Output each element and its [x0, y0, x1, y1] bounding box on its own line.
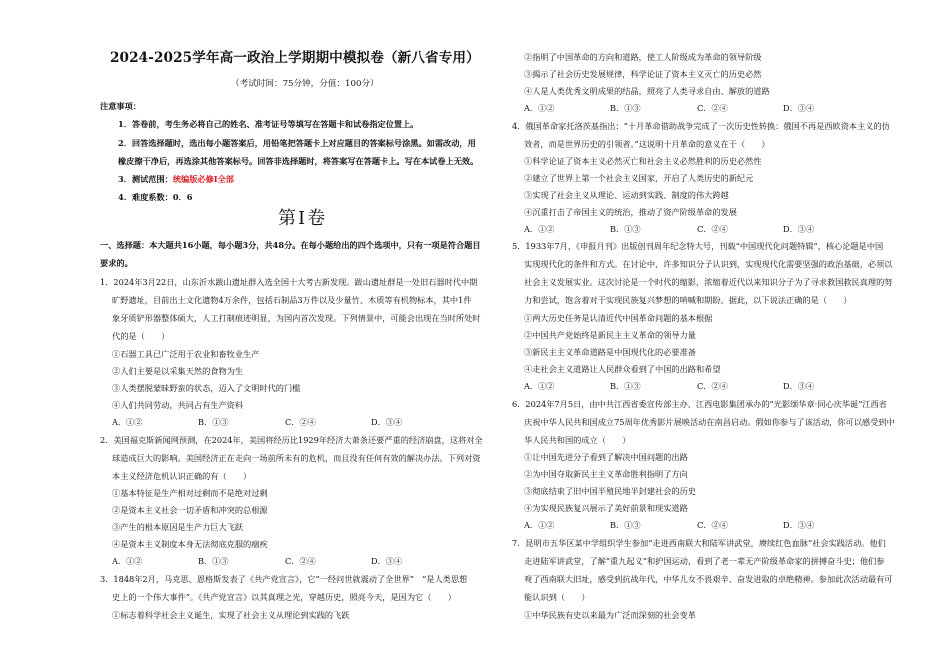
option-c[interactable]: C．②④ [285, 417, 316, 427]
exam-info: （考试时间：75分钟，分值：100分） [231, 79, 379, 89]
question-5-text: 实现现代化的条件和方式。在讨论中，许多知识分子认识到，实现现代化需要坚强的政治基础，必须以 [524, 259, 893, 269]
question-5-text: 力和尝试，饱含着对于实现民族复兴梦想的呐喊和期盼。据此，以下说法正确的是（ ） [524, 295, 852, 305]
option-b[interactable]: B．①③ [610, 224, 641, 234]
note-item-scope: 3．测试范围：统编版必修Ⅰ全部 [118, 174, 234, 184]
question-1-text: 象牙质铲形器整体硕大，人工打制痕迹明显，为国内首次发现。下列情景中，可能会出现在当时所处时 [112, 313, 481, 323]
question-7-statement: ①中华民族有史以来最为广泛而深刻的社会变革 [524, 610, 696, 620]
option-c[interactable]: C．②④ [697, 103, 728, 113]
note-item: 2．回答选择题时，选出每小题答案后，用铅笔把答题卡上对应题目的答案标号涂黑。如需改动，用 [118, 138, 476, 148]
option-c[interactable]: C．②④ [697, 520, 728, 530]
option-d[interactable]: D．③④ [783, 381, 815, 391]
question-3-statement: ③揭示了社会历史发展规律，科学论证了资本主义灭亡的历史必然 [524, 69, 762, 79]
question-6-statement: ④为实现民族复兴展示了美好前景和现实道路 [524, 503, 688, 513]
question-5-text: 5．1933年7月，《申报月刊》出版创刊周年纪念特大号，刊载“中国现代化问题特辑”，核心论题是中国 [512, 241, 884, 251]
question-2-text: 本主义经济危机认识正确的有（ ） [112, 471, 252, 481]
option-c[interactable]: C．②④ [697, 381, 728, 391]
question-2-statement: ①基本特征是生产相对过剩而不是绝对过剩 [112, 488, 268, 498]
question-1-statement: ②人们主要是以采集天然的食物为生 [112, 366, 244, 376]
question-5-statement: ①两大历史任务是认清近代中国革命问题的基本根据 [524, 313, 713, 323]
question-5-statement: ②中国共产党始终是新民主主义革命的领导力量 [524, 330, 696, 340]
question-3-statement: ④人是人类优秀文明成果的结晶，照亮了人类寻求自由、解放的道路 [524, 86, 770, 96]
question-1-text: 1．2024年3月22日，山东沂水跋山遗址群入选全国十大考古新发现。跋山遗址群是一处旧石器时代中期 [100, 277, 478, 287]
option-a[interactable]: A．①② [524, 224, 555, 234]
option-d[interactable]: D．③④ [783, 103, 815, 113]
question-3-statement: ②指明了中国革命的方向和道路，使工人阶级成为革命的领导阶级 [524, 52, 762, 62]
volume-title: 第Ⅰ卷 [278, 208, 328, 229]
option-d[interactable]: D．③④ [783, 520, 815, 530]
option-a[interactable]: A．①② [524, 381, 555, 391]
question-1-statement: ①石器工具已广泛用于农业和畜牧业生产 [112, 349, 260, 359]
question-1-statement: ④人们共同劳动，共同占有生产资料 [112, 400, 244, 410]
question-2-statement: ③产生的根本原因是生产力巨大飞跃 [112, 522, 244, 532]
question-7-text: 7．昆明市五华区某中学组织学生参加“走进西南联大和陆军讲武堂，赓续红色血脉”社会实践活动。他们 [512, 538, 886, 548]
option-c[interactable]: C．②④ [285, 556, 316, 566]
option-b[interactable]: B．①③ [198, 556, 229, 566]
question-6-text: 庆祝中华人民共和国成立75周年优秀影片展映活动在南昌启动。假如你参与了该活动，你可以感受到中 [524, 417, 895, 427]
question-6-text: 华人民共和国的成立（ ） [524, 435, 631, 445]
question-7-text: 能认识到（ ） [524, 592, 590, 602]
question-2-text: 球造成巨大的影响。美国经济正在走向一场前所未有的危机，而且没有任何有效的解决办法。下列对资 [112, 453, 481, 463]
question-6-statement: ①让中国先进分子看到了解决中国问题的出路 [524, 452, 688, 462]
section-instruction: 要求的。 [100, 258, 133, 268]
question-7-text: 走进陆军讲武堂，了解“重九起义”和护国运动，看到了老一辈无产阶级革命家的拼搏奋斗史；他们参 [524, 556, 885, 566]
question-1-text: 代的是（ ） [112, 331, 170, 341]
option-a[interactable]: A．①② [524, 103, 555, 113]
note-item: 1．答卷前，考生务必将自己的姓名、准考证号等填写在答题卡和试卷指定位置上。 [118, 119, 419, 129]
question-4-statement: ②建立了世界上第一个社会主义国家，开启了人类历史的新纪元 [524, 173, 754, 183]
question-2-statement: ②是资本主义社会一切矛盾和冲突的总根源 [112, 505, 268, 515]
section-instruction: 一、选择题：本大题共16小题，每小题3分，共48分。在每小题给出的四个选项中，只有一项是符合题目 [100, 240, 481, 250]
question-1-statement: ③人类摆脱蒙昧野蛮的状态，迈入了文明时代的门槛 [112, 383, 301, 393]
question-4-text: 效者，而是世界历史的引领者。”这说明十月革命的意义在于（ ） [524, 139, 770, 149]
question-5-statement: ③新民主主义革命道路是中国现代化的必要准备 [524, 347, 696, 357]
question-5-statement: ④走社会主义道路让人民群众看到了中国的出路和希望 [524, 364, 721, 374]
exam-title: 2024-2025学年高一政治上学期期中模拟卷（新八省专用） [110, 50, 480, 66]
option-d[interactable]: D．③④ [371, 556, 403, 566]
question-2-statement: ④是资本主义制度本身无法彻底克服的痼疾 [112, 539, 268, 549]
question-4-statement: ③实现了社会主义从理论、运动到实践、制度的伟大跨越 [524, 190, 729, 200]
option-a[interactable]: A．①② [112, 417, 143, 427]
question-6-statement: ③彻底结束了旧中国半殖民地半封建社会的历史 [524, 486, 696, 496]
question-1-text: 旷野遗址，目前出土文化遗物4万余件，包括石制品3万件以及少量竹、木质等有机物标本，其中1件 [112, 295, 472, 305]
option-d[interactable]: D．③④ [783, 224, 815, 234]
question-4-statement: ①科学论证了资本主义必然灭亡和社会主义必然胜利的历史必然性 [524, 156, 762, 166]
option-b[interactable]: B．①③ [610, 381, 641, 391]
question-3-text: 史上的一个伟大事件”。《共产党宣言》以其真理之光，穿越历史，照亮今天，是因为它（ ） [112, 592, 456, 602]
left-column [100, 0, 495, 672]
question-5-text: 社会主义发展实业。这次讨论是一个时代的缩影，浓缩着近代以来知识分子为了寻求救国救民真理的努 [524, 277, 893, 287]
question-3-statement: ①标志着科学社会主义诞生，实现了社会主义从理论到实践的飞跃 [112, 610, 350, 620]
option-b[interactable]: B．①③ [610, 520, 641, 530]
question-7-text: 观了西南联大旧址，感受到抗战年代，中华儿女不畏艰辛、奋发进取的卓绝精神。参加此次活动最有可 [524, 574, 893, 584]
question-3-text: 3．1848年2月，马克思、恩格斯发表了《共产党宣言》，它“一经问世就震动了全世界” “是人类思想 [100, 574, 468, 584]
option-a[interactable]: A．①② [524, 520, 555, 530]
option-c[interactable]: C．②④ [697, 224, 728, 234]
scope-value: 统编版必修Ⅰ全部 [172, 174, 234, 184]
question-4-statement: ④沉重打击了帝国主义的统治，推动了资产阶级革命的发展 [524, 207, 737, 217]
right-column [512, 0, 907, 672]
question-2-text: 2．美国福克斯新闻网预测，在2024年，美国将经历比1929年经济大萧条还要严重的经济崩盘，这将对全 [100, 435, 483, 445]
note-item: 橡皮擦干净后，再选涂其他答案标号。回答非选择题时，将答案写在答题卡上。写在本试卷上无效。 [118, 156, 479, 166]
question-4-text: 4．俄国革命家托洛茨基指出：“十月革命借助战争完成了一次历史性转换：俄国不再是西欧资本主义的仿 [512, 121, 890, 131]
option-a[interactable]: A．①② [112, 556, 143, 566]
question-6-statement: ②为中国夺取新民主主义革命胜利指明了方向 [524, 469, 688, 479]
note-item: 4．难度系数：0．6 [118, 192, 193, 202]
option-b[interactable]: B．①③ [198, 417, 229, 427]
question-6-text: 6．2024年7月5日，由中共江西省委宣传部主办、江西电影集团承办的“光影颂华章·同心庆华诞”江西省 [512, 399, 887, 409]
option-d[interactable]: D．③④ [371, 417, 403, 427]
option-b[interactable]: B．①③ [610, 103, 641, 113]
notes-heading: 注意事项： [100, 101, 141, 111]
